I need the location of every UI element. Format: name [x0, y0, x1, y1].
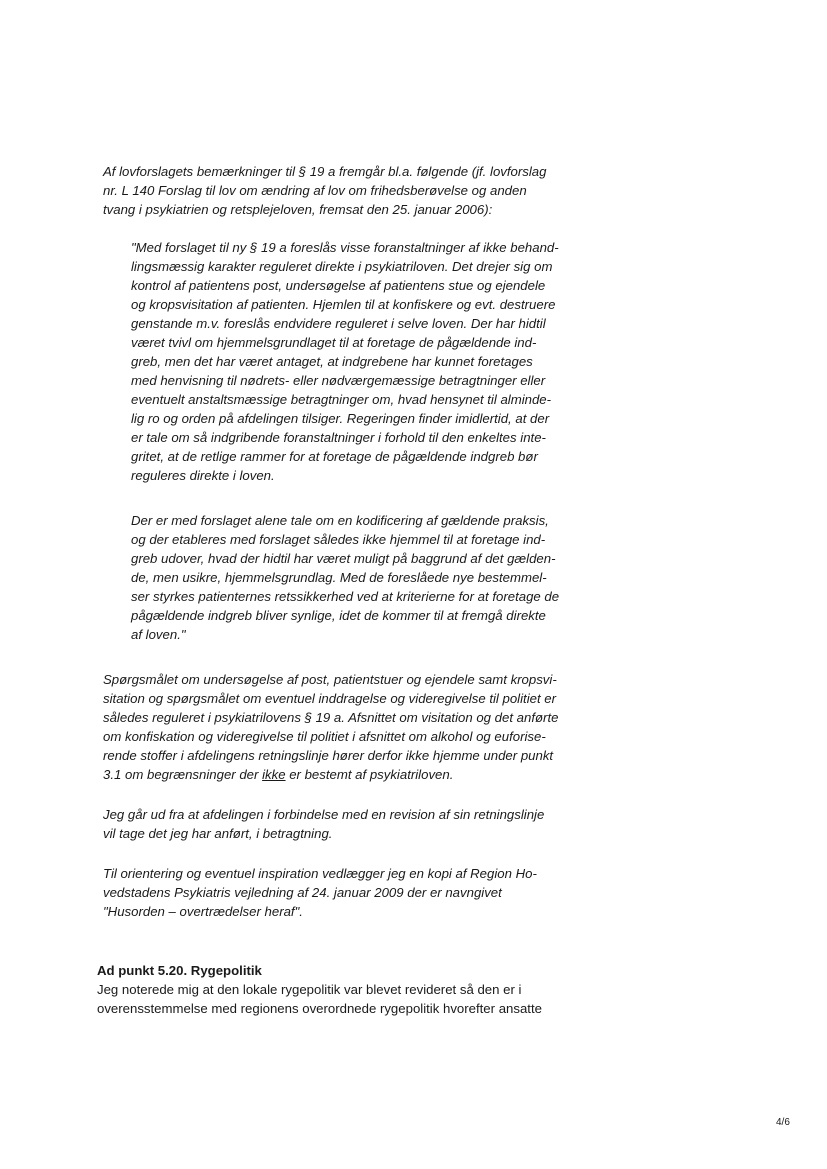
quote-line: genstande m.v. foreslås endvidere reguleret i selve loven. Der har hidtil [131, 316, 546, 331]
body-line: om konfiskation og videregivelse til politiet i afsnittet om alkohol og euforise- [103, 729, 546, 744]
quote-line: lingsmæssig karakter reguleret direkte i psykiatriloven. Det drejer sig om [131, 259, 553, 274]
body-line: Jeg går ud fra at afdelingen i forbindelse med en revision af sin retningslinje [103, 807, 545, 822]
quote-line: Der er med forslaget alene tale om en kodificering af gældende praksis, [131, 513, 549, 528]
body-line: således reguleret i psykiatrilovens § 19 a. Afsnittet om visitation og det anførte [103, 710, 559, 725]
quote-line: eventuelt anstaltsmæssige betragtninger om, hvad hensynet til alminde- [131, 392, 552, 407]
body-text: 3.1 om begrænsninger der [103, 767, 263, 782]
section-body-line: Jeg noterede mig at den lokale rygepolitik var blevet revideret så den er i [97, 982, 522, 997]
quote-line: greb, men det har været antaget, at indgrebene har kunnet foretages [131, 354, 533, 369]
body-text: er bestemt af psykiatriloven. [285, 767, 454, 782]
quote-line: de, men usikre, hjemmelsgrundlag. Med de foreslåede nye bestemmel- [131, 570, 547, 585]
quote-line: gritet, at de retlige rammer for at foretage de pågældende indgreb bør [131, 449, 538, 464]
quote-line: greb udover, hvad der hidtil har været muligt på baggrund af det gælden- [131, 551, 556, 566]
quote-line: ser styrkes patienternes retssikkerhed ved at kriterierne for at foretage de [131, 589, 560, 604]
quote-line: og der etableres med forslaget således ikke hjemmel til at foretage ind- [131, 532, 546, 547]
body-line: Spørgsmålet om undersøgelse af post, patientstuer og ejendele samt kropsvi- [103, 672, 557, 687]
intro-line: Af lovforslagets bemærkninger til § 19 a fremgår bl.a. følgende (jf. lovforslag [103, 164, 547, 179]
intro-line: nr. L 140 Forslag til lov om ændring af lov om frihedsberøvelse og anden [103, 183, 527, 198]
body-line: sitation og spørgsmålet om eventuel inddragelse og videregivelse til politiet er [103, 691, 557, 706]
quote-line: reguleres direkte i loven. [131, 468, 275, 483]
quote-line: pågældende indgreb bliver synlige, idet de kommer til at fremgå direkte [131, 608, 546, 623]
body-line: "Husorden – overtrædelser heraf". [103, 904, 303, 919]
underlined-word: ikke [262, 767, 286, 782]
body-line: Til orientering og eventuel inspiration vedlægger jeg en kopi af Region Ho- [103, 866, 537, 881]
quote-line: været tvivl om hjemmelsgrundlaget til at foretage de pågældende ind- [131, 335, 537, 350]
quote-line: og kropsvisitation af patienten. Hjemlen til at konfiskere og evt. destruere [131, 297, 556, 312]
quote-line: af loven." [131, 627, 186, 642]
section-body-line: overensstemmelse med regionens overordnede rygepolitik hvorefter ansatte [97, 1001, 542, 1016]
quote-line: med henvisning til nødrets- eller nødværgemæssige betragtninger eller [131, 373, 546, 388]
page-number: 4/6 [776, 1117, 790, 1128]
quote-line: kontrol af patientens post, undersøgelse af patientens stue og ejendele [131, 278, 546, 293]
section-heading: Ad punkt 5.20. Rygepolitik [97, 963, 262, 978]
body-line: vedstadens Psykiatris vejledning af 24. januar 2009 der er navngivet [103, 885, 502, 900]
body-line: rende stoffer i afdelingens retningslinje hører derfor ikke hjemme under punkt [103, 748, 554, 763]
quote-line: lig ro og orden på afdelingen tilsiger. Regeringen finder imidlertid, at der [131, 411, 550, 426]
body-line [103, 765, 453, 784]
quote-line: er tale om så indgribende foranstaltninger i forhold til den enkeltes inte- [131, 430, 546, 445]
quote-line: "Med forslaget til ny § 19 a foreslås visse foranstaltninger af ikke behand- [131, 240, 559, 255]
intro-line: tvang i psykiatrien og retsplejeloven, fremsat den 25. januar 2006): [103, 202, 493, 217]
body-line: vil tage det jeg har anført, i betragtning. [103, 826, 333, 841]
